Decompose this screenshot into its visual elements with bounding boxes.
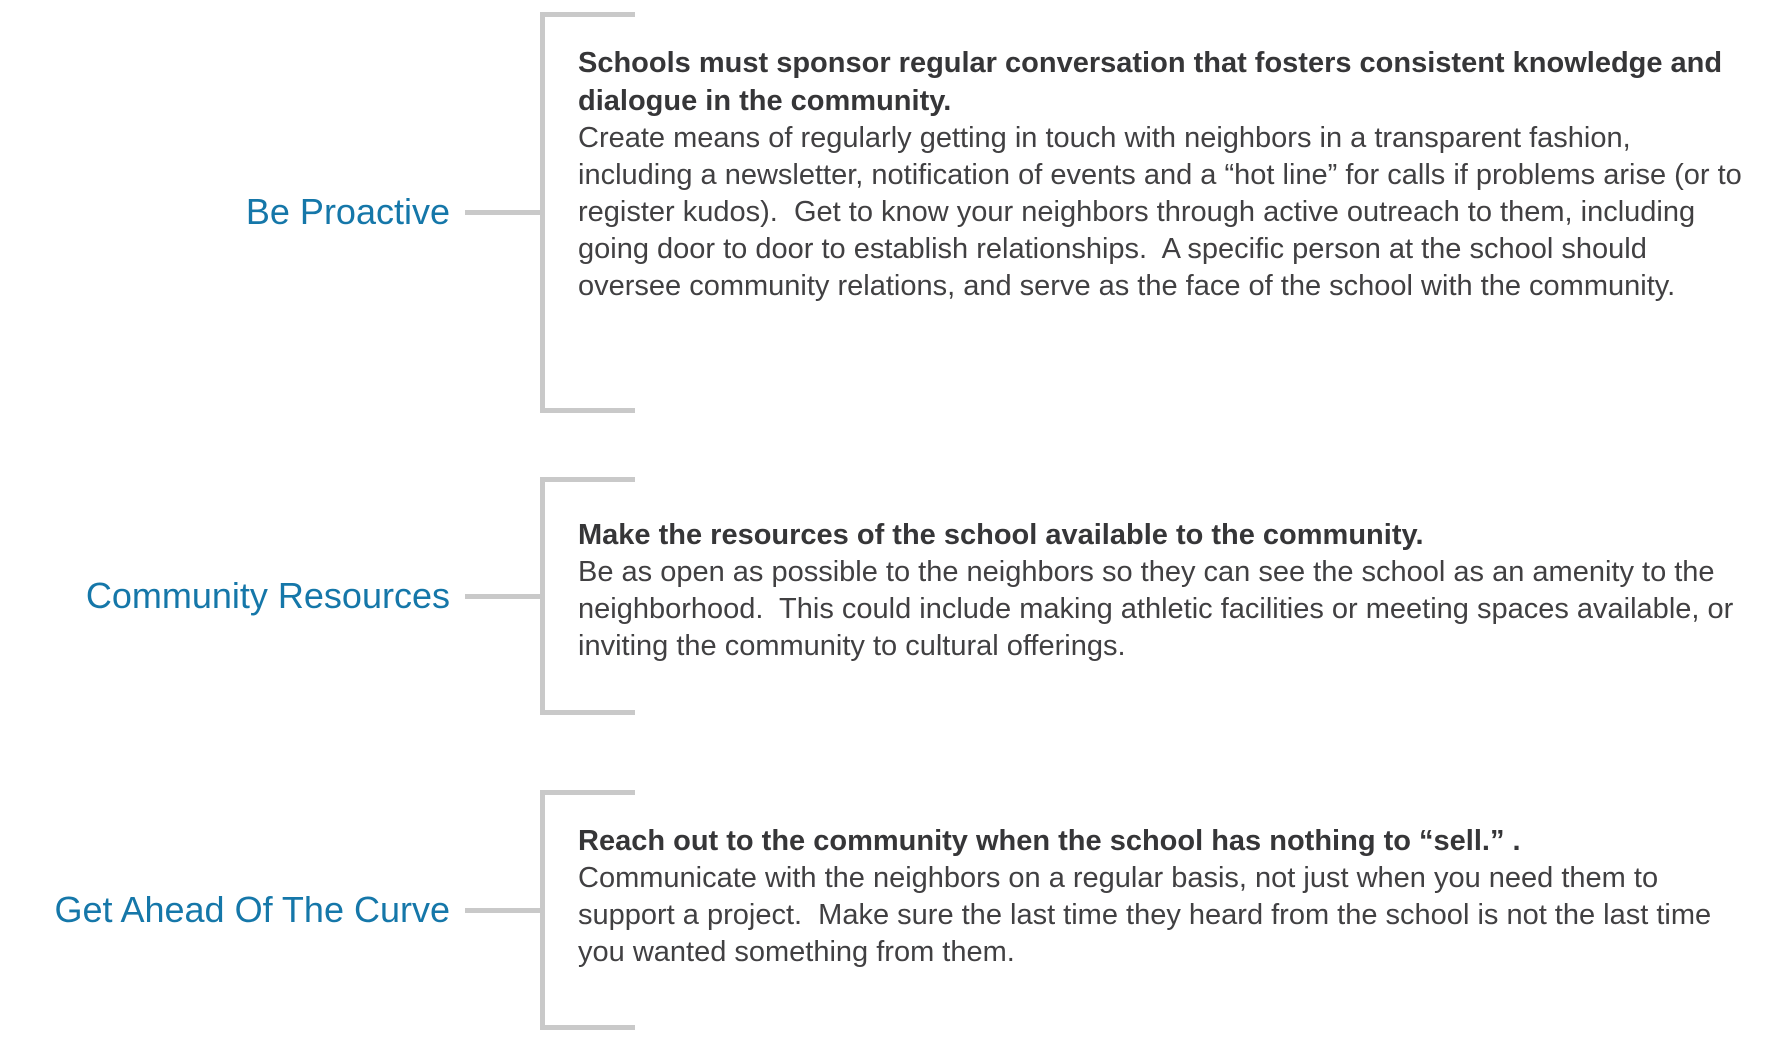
section-label-get-ahead-of-the-curve: Get Ahead Of The Curve [54,889,450,930]
text-block [578,822,1753,971]
section-body-text: Communicate with the neighbors on a regular basis, not just when you need them to support a project. Make sure the last time they heard from the school is not the last time you wanted something from them. [578,862,1720,968]
section-heading: Make the resources of the school available to the community. [578,519,1424,551]
section-body-text: Create means of regularly getting in touch with neighbors in a transparent fashion, including a newsletter, notification of events and a “hot line” for calls if problems arise (or to register kudos). Get to know your neighbors through active outreach to them, including going door to door to establish relationships. A specific person at the school should oversee community relations, and serve as the face of the school with the community. [578,122,1750,302]
section-label-be-proactive: Be Proactive [245,191,450,232]
section-heading: Reach out to the community when the school has nothing to “sell.” . [578,825,1521,857]
section-label-community-resources: Community Resources [85,575,450,616]
section-body-text: Be as open as possible to the neighbors so they can see the school as an amenity to the neighborhood. This could include making athletic facilities or meeting spaces available, or inviting the community to cultural offerings. [578,556,1742,662]
label-connector-line [465,594,540,599]
text-block [578,44,1753,305]
label-connector-line [465,908,540,913]
label-connector-line [465,210,540,215]
text-block [578,516,1753,665]
section-heading: Schools must sponsor regular conversation that fosters consistent knowledge and dialogue in the community. [578,47,1731,117]
